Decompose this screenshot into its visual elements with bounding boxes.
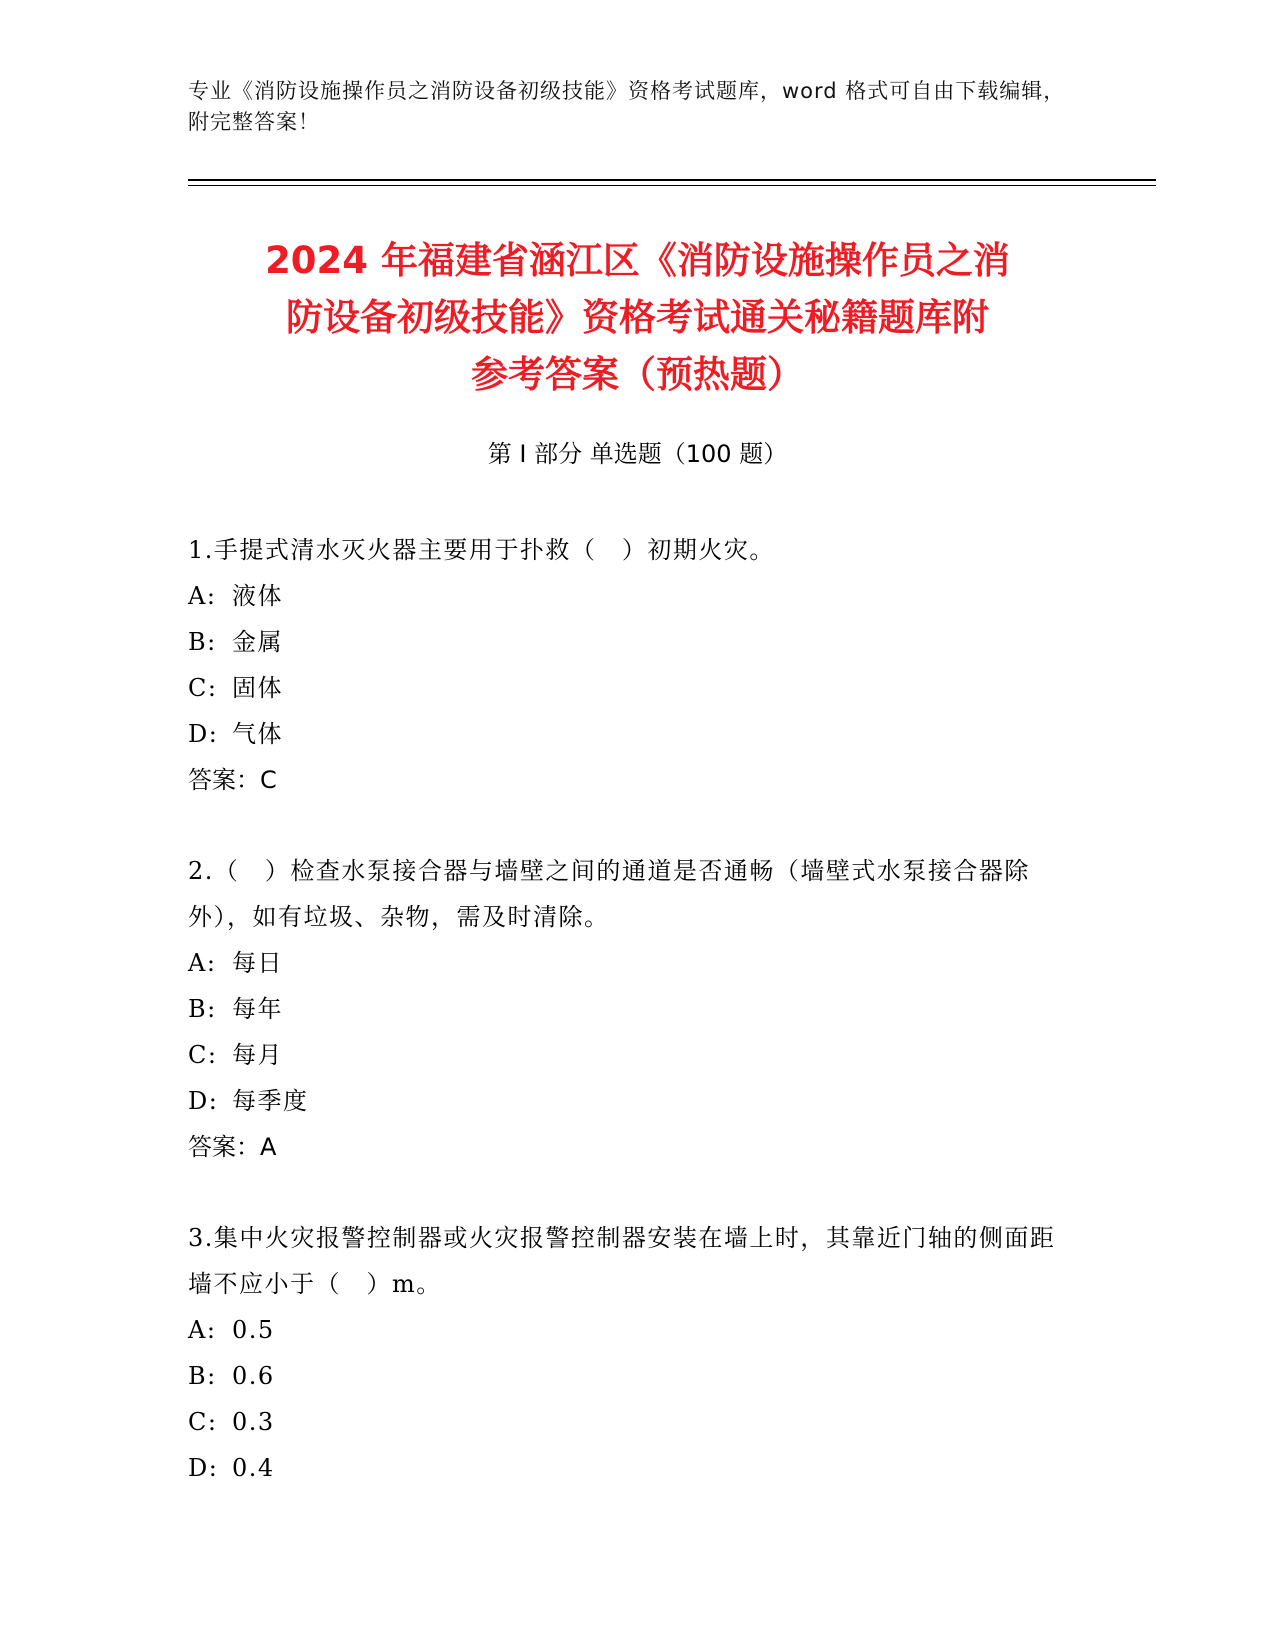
option-text: 气体 xyxy=(232,720,283,748)
question-list xyxy=(188,527,1068,1536)
option-text: 0.6 xyxy=(232,1362,275,1390)
option-a xyxy=(188,940,1068,986)
option-key: A: xyxy=(188,949,217,977)
option-text: 0.4 xyxy=(232,1454,275,1482)
section-title: 第 I 部分 单选题（100 题） xyxy=(487,440,788,468)
document-title xyxy=(160,232,1115,403)
option-b xyxy=(188,986,1068,1032)
option-key: B: xyxy=(188,1362,217,1390)
option-b xyxy=(188,1353,1068,1399)
option-list xyxy=(188,573,1068,757)
option-a xyxy=(188,573,1068,619)
option-text: 每季度 xyxy=(232,1087,309,1115)
option-d xyxy=(188,711,1068,757)
question-1 xyxy=(188,527,1068,803)
option-c xyxy=(188,665,1068,711)
option-b xyxy=(188,619,1068,665)
question-stem: 1.手提式清水灭火器主要用于扑救（ ）初期火灾。 xyxy=(188,536,775,564)
option-key: A: xyxy=(188,1316,217,1344)
answer-line: 答案：C xyxy=(188,766,277,794)
option-key: D: xyxy=(188,720,219,748)
question-2 xyxy=(188,848,1068,1170)
option-text: 0.3 xyxy=(232,1408,275,1436)
question-stem: 2.（ ）检查水泵接合器与墙壁之间的通道是否通畅（墙壁式水泵接合器除外），如有垃圾、杂物，需及时清除。 xyxy=(188,857,1030,931)
option-a xyxy=(188,1307,1068,1353)
question-stem: 3.集中火灾报警控制器或火灾报警控制器安装在墙上时，其靠近门轴的侧面距墙不应小于（ ）m。 xyxy=(188,1224,1056,1298)
option-key: A: xyxy=(188,582,217,610)
option-text: 每日 xyxy=(232,949,283,977)
option-key: D: xyxy=(188,1454,219,1482)
option-c xyxy=(188,1399,1068,1445)
header-note: 专业《消防设施操作员之消防设备初级技能》资格考试题库，word 格式可自由下载编辑，附完整答案！ xyxy=(188,79,1066,134)
option-text: 每年 xyxy=(232,995,283,1023)
option-key: B: xyxy=(188,995,217,1023)
option-text: 液体 xyxy=(232,582,283,610)
option-c xyxy=(188,1032,1068,1078)
option-key: B: xyxy=(188,628,217,656)
option-key: C: xyxy=(188,1408,218,1436)
option-text: 金属 xyxy=(232,628,283,656)
option-key: D: xyxy=(188,1087,219,1115)
title-line: 参考答案（预热题） xyxy=(471,353,804,396)
title-line: 2024 年福建省涵江区《消防设施操作员之消 xyxy=(265,239,1010,282)
option-text: 每月 xyxy=(232,1041,283,1069)
option-key: C: xyxy=(188,1041,218,1069)
option-text: 固体 xyxy=(232,674,283,702)
option-list xyxy=(188,940,1068,1124)
option-d xyxy=(188,1078,1068,1124)
option-key: C: xyxy=(188,674,218,702)
header-rule-thin xyxy=(188,185,1156,186)
option-text: 0.5 xyxy=(232,1316,275,1344)
option-d xyxy=(188,1445,1068,1491)
header-rule-thick xyxy=(188,179,1156,181)
question-3 xyxy=(188,1215,1068,1491)
title-line: 防设备初级技能》资格考试通关秘籍题库附 xyxy=(286,296,989,339)
answer-line: 答案：A xyxy=(188,1133,277,1161)
option-list xyxy=(188,1307,1068,1491)
